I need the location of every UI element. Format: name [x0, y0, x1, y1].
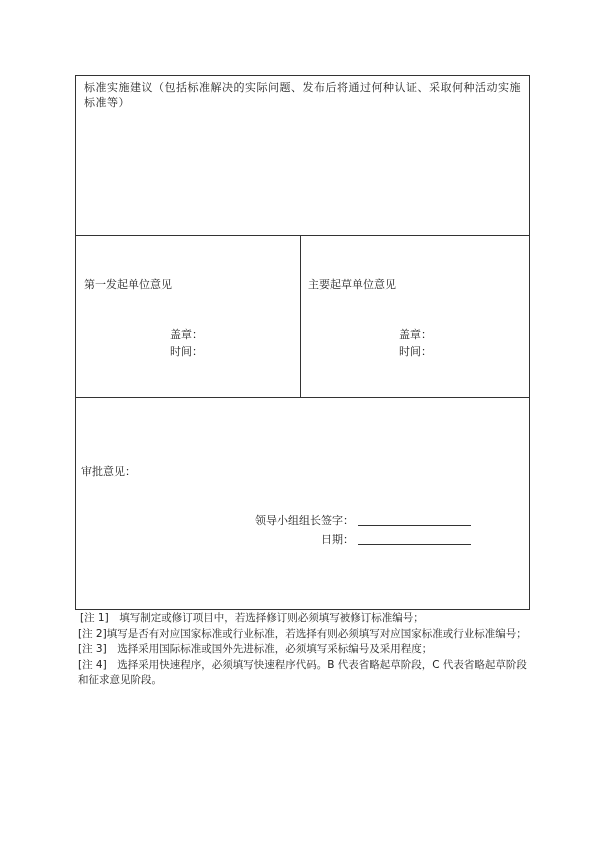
drafting-unit-time-label: 时间：	[399, 345, 432, 358]
implementation-label: 标准实施建议（包括标准解决的实际问题、发布后将通过何种认证、采取何种活动实施标准等）	[84, 81, 521, 109]
first-unit-opinion-cell	[76, 236, 301, 397]
first-unit-seal-block	[170, 326, 203, 360]
note-2: [注 2]填写是否有对应国家标准或行业标准，若选择有则必须填写对应国家标准或行业标准编号；	[78, 627, 527, 640]
leader-sign-label: 领导小组组长签字：	[255, 514, 354, 527]
footnotes	[78, 611, 533, 689]
first-unit-time-label: 时间：	[170, 345, 203, 358]
leader-sign-line	[358, 525, 471, 526]
date-line	[358, 544, 471, 545]
date-label: 日期：	[321, 533, 354, 546]
proposal-form-table	[75, 75, 530, 610]
first-unit-opinion-title: 第一发起单位意见	[84, 278, 172, 291]
drafting-unit-opinion-title: 主要起草单位意见	[308, 278, 396, 291]
approval-section	[76, 398, 529, 611]
first-unit-seal-label: 盖章：	[170, 328, 203, 341]
opinions-section	[76, 236, 529, 398]
note-3: [注 3] 选择采用国际标准或国外先进标准，必须填写采标编号及采用程度；	[78, 643, 433, 655]
implementation-section	[76, 76, 529, 236]
date-row	[76, 531, 354, 547]
note-1: [注 1] 填写制定或修订项目中，若选择修订则必须填写被修订标准编号；	[80, 612, 424, 624]
drafting-unit-seal-label: 盖章：	[399, 328, 432, 341]
note-4: [注 4] 选择采用快速程序，必须填写快速程序代码。B 代表省略起草阶段，C 代表省略起草阶段和征求意见阶段。	[78, 658, 527, 686]
drafting-unit-seal-block	[399, 326, 432, 360]
drafting-unit-opinion-cell	[301, 236, 531, 397]
approval-label: 审批意见：	[81, 465, 136, 478]
leader-sign-row	[76, 512, 354, 528]
